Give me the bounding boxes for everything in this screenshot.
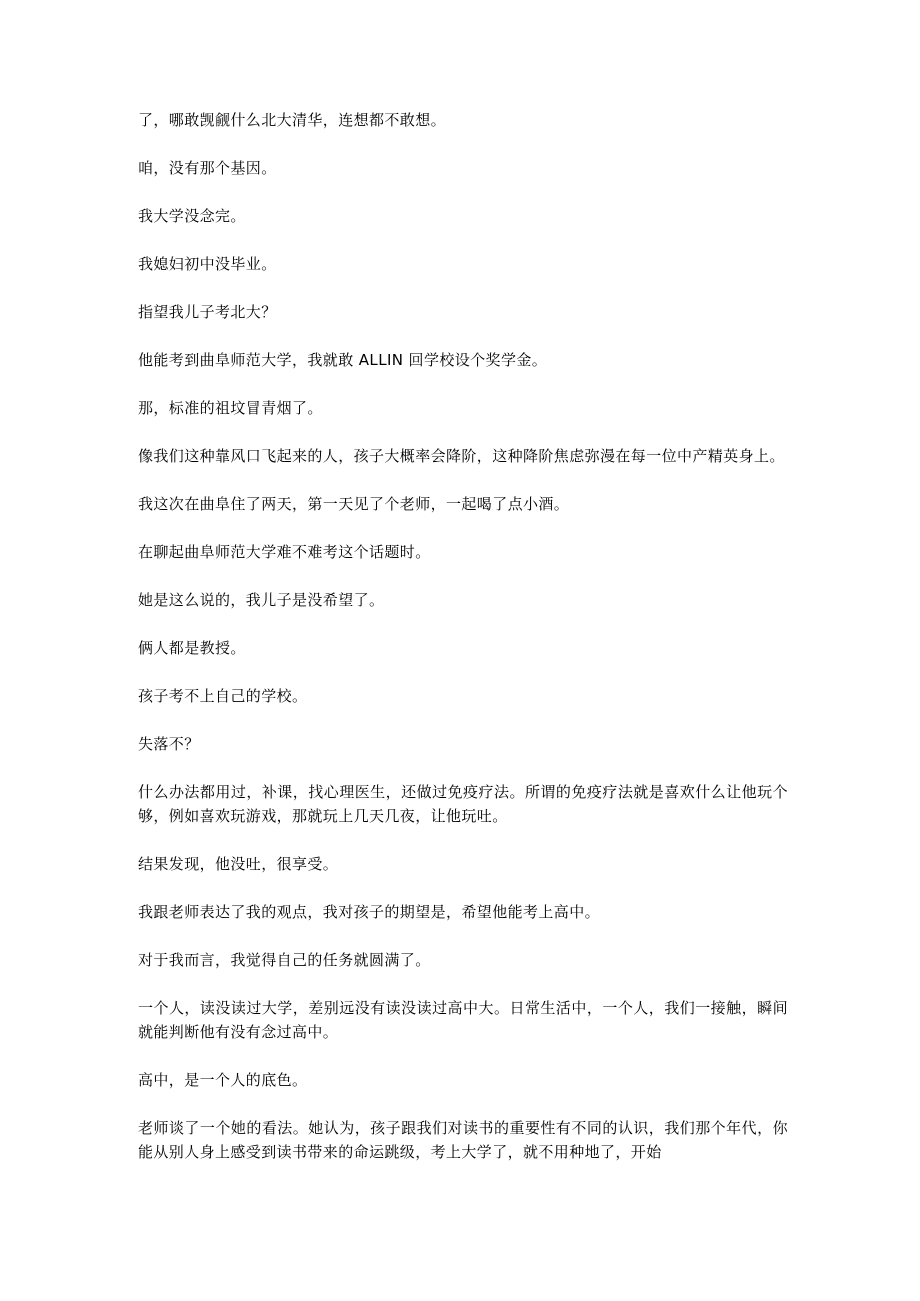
paragraph: 他能考到曲阜师范大学，我就敢 ALLIN 回学校设个奖学金。 <box>138 351 548 369</box>
paragraph: 孩子考不上自己的学校。 <box>138 687 308 705</box>
paragraph: 我媳妇初中没毕业。 <box>138 255 277 273</box>
paragraph: 俩人都是教授。 <box>138 639 246 657</box>
paragraph: 我跟老师表达了我的观点，我对孩子的期望是，希望他能考上高中。 <box>138 903 601 921</box>
document-body <box>138 108 788 1188</box>
paragraph: 一个人，读没读过大学，差别远没有读没读过高中大。日常生活中，一个人，我们一接触，瞬间就能判断他有没有念过高中。 <box>138 999 788 1041</box>
paragraph: 我这次在曲阜住了两天，第一天见了个老师，一起喝了点小酒。 <box>138 495 570 513</box>
paragraph: 咱，没有那个基因。 <box>138 159 277 177</box>
paragraph: 她是这么说的，我儿子是没希望了。 <box>138 591 385 609</box>
paragraph: 指望我儿子考北大？ <box>138 303 277 321</box>
paragraph: 结果发现，他没吐，很享受。 <box>138 855 339 873</box>
paragraph: 在聊起曲阜师范大学难不难考这个话题时。 <box>138 543 431 561</box>
paragraph: 老师谈了一个她的看法。她认为，孩子跟我们对读书的重要性有不同的认识，我们那个年代，你能从别人身上感受到读书带来的命运跳级，考上大学了，就不用种地了，开始 <box>138 1119 788 1161</box>
paragraph: 那，标准的祖坟冒青烟了。 <box>138 399 323 417</box>
paragraph: 对于我而言，我觉得自己的任务就圆满了。 <box>138 951 431 969</box>
paragraph: 像我们这种靠风口飞起来的人，孩子大概率会降阶，这种降阶焦虑弥漫在每一位中产精英身上。 <box>138 447 785 465</box>
paragraph: 了，哪敢觊觎什么北大清华，连想都不敢想。 <box>138 111 447 129</box>
paragraph: 什么办法都用过，补课，找心理医生，还做过免疫疗法。所谓的免疫疗法就是喜欢什么让他玩个够，例如喜欢玩游戏，那就玩上几天几夜，让他玩吐。 <box>138 783 788 825</box>
paragraph: 我大学没念完。 <box>138 207 246 225</box>
paragraph: 失落不？ <box>138 735 200 753</box>
paragraph: 高中，是一个人的底色。 <box>138 1071 308 1089</box>
